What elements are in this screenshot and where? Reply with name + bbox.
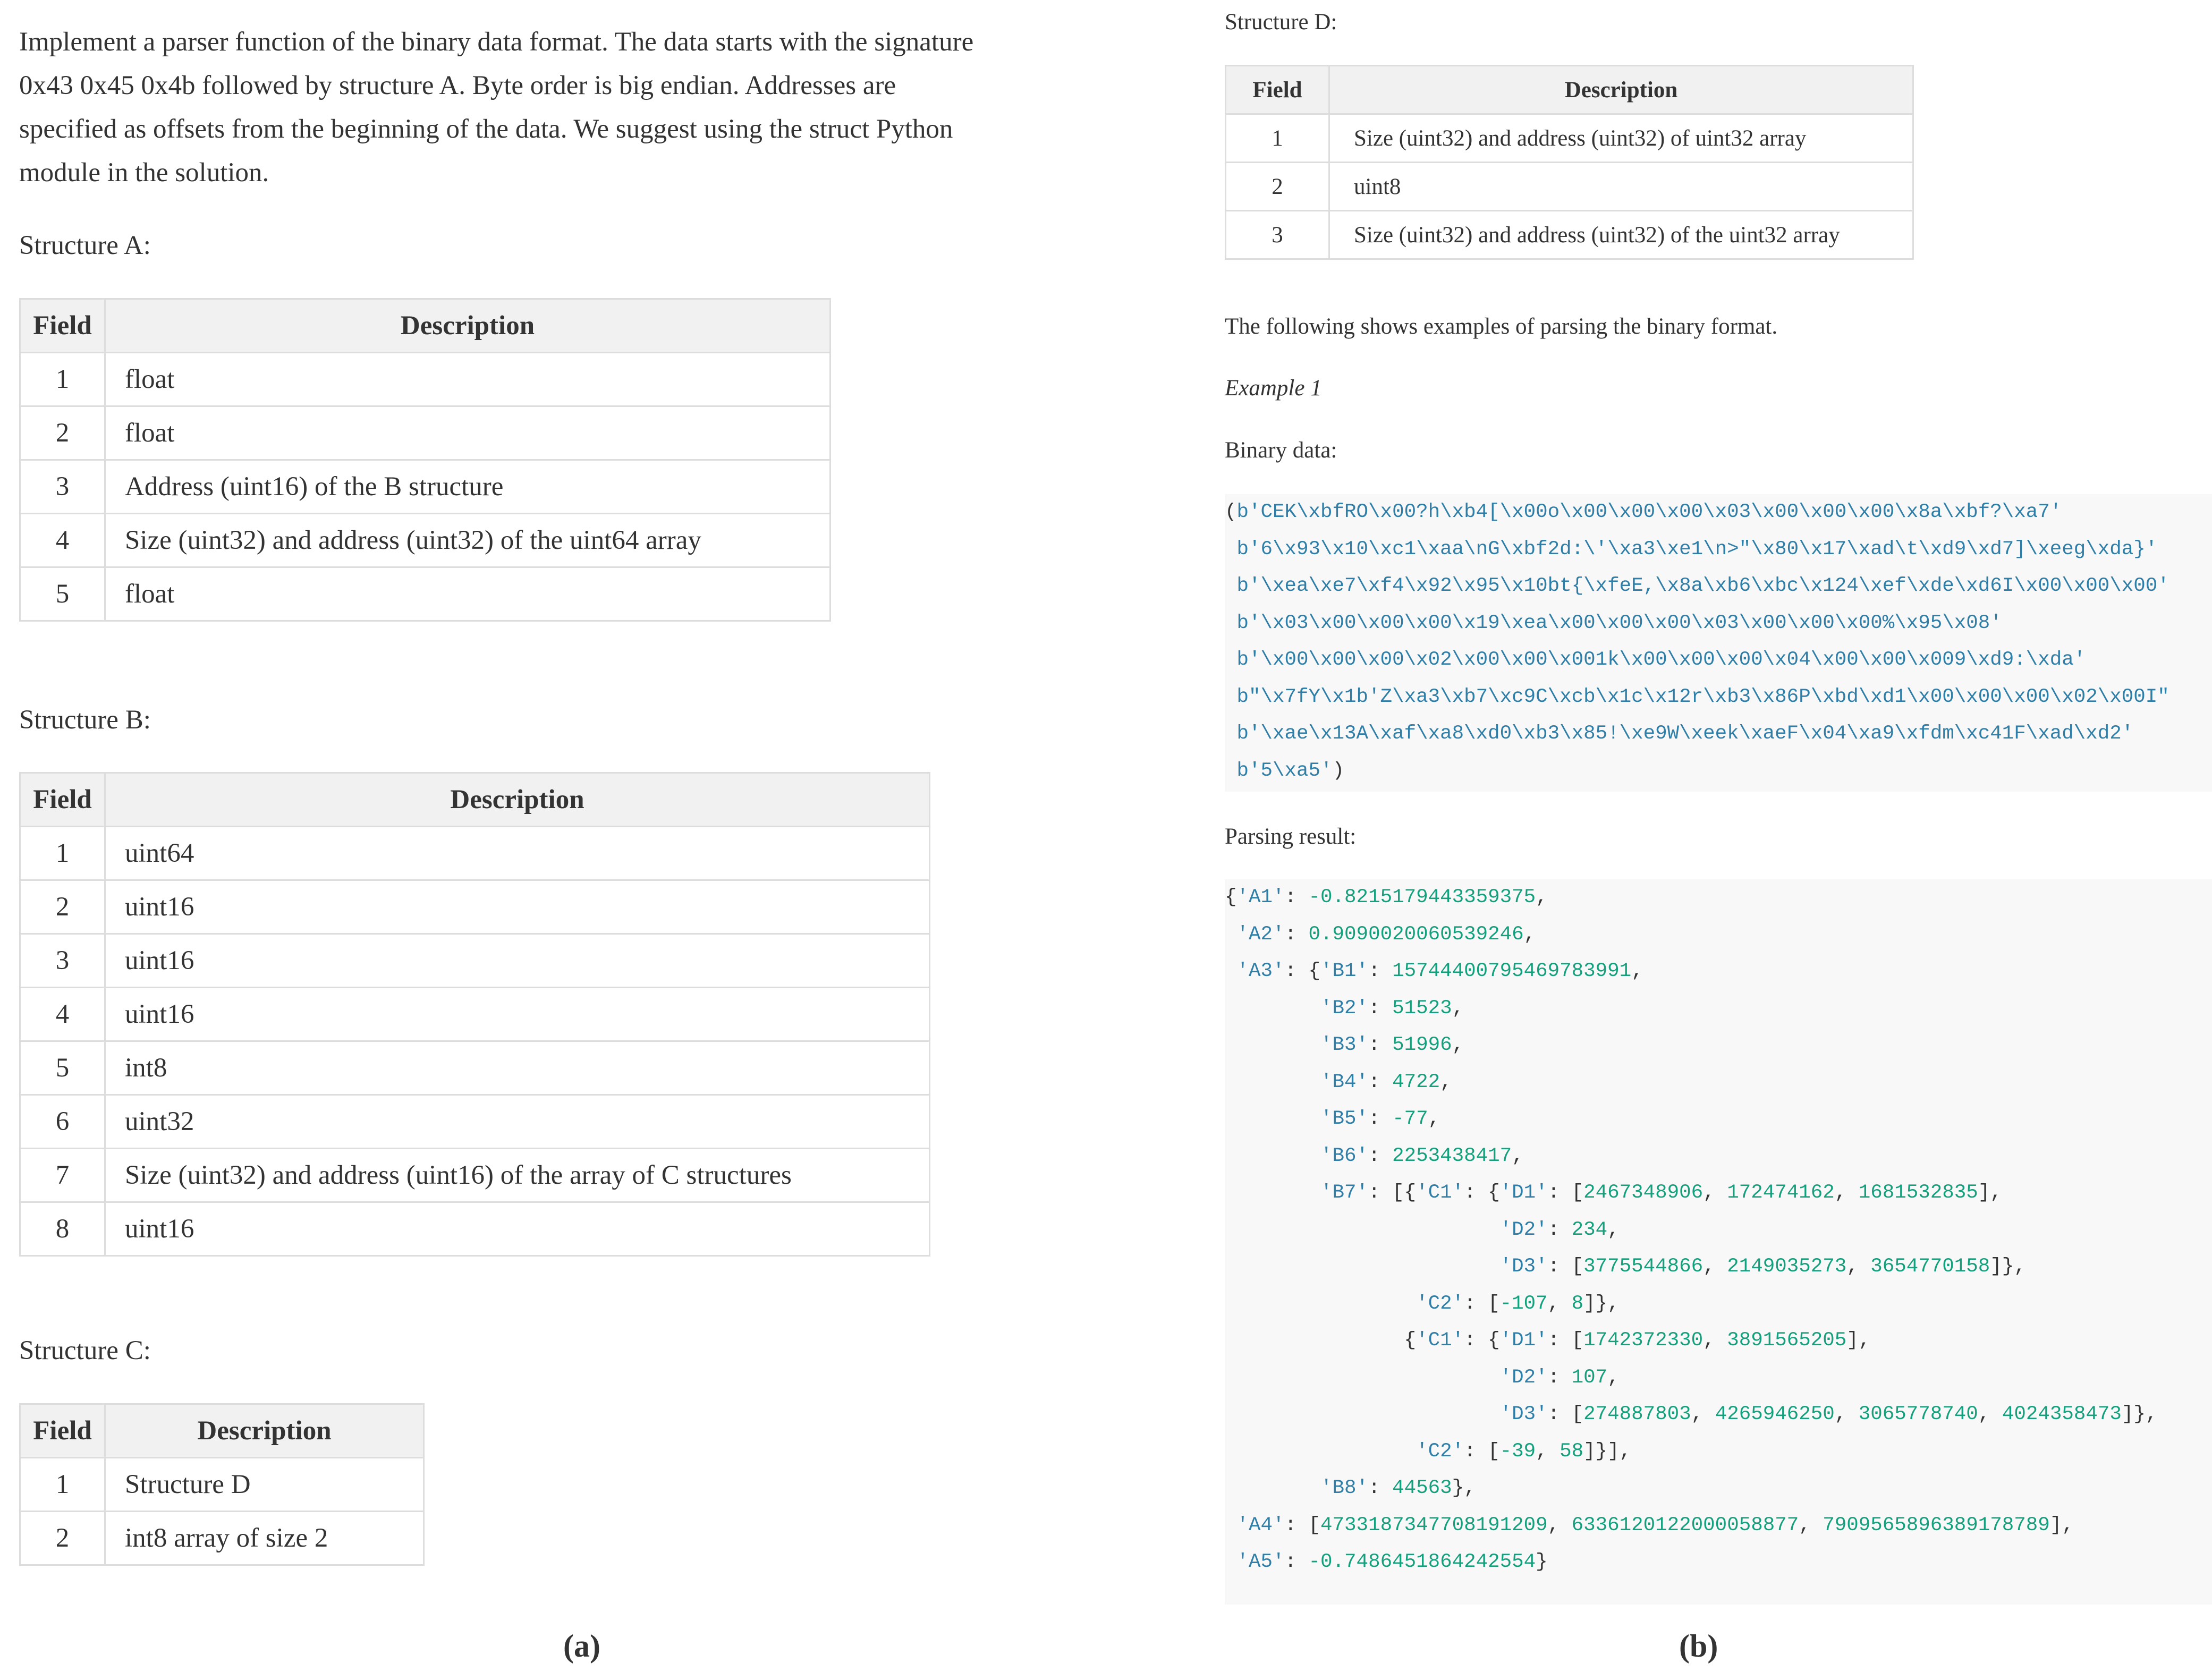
intro-line: Implement a parser function of the binary data format. The data starts with the signature	[19, 27, 974, 57]
field-description: Size (uint32) and address (uint32) of the uint64 array	[105, 514, 830, 567]
field-description: int8 array of size 2	[105, 1512, 424, 1565]
field-number: 5	[20, 567, 105, 621]
table-row	[1226, 163, 1913, 211]
structure-d-table	[1225, 65, 1914, 260]
code-line: b"\x7fY\x1b'Z\xa3\xb7\xc9C\xcb\x1c\x12r\xb3\x86P\xbd\xd1\x00\x00\x00\x02\x00I"	[1236, 685, 2169, 708]
field-description: uint64	[105, 827, 930, 880]
description-header: Description	[105, 1404, 424, 1458]
code-line: b'\x00\x00\x00\x02\x00\x00\x001k\x00\x00\x00\x04\x00\x00\x009\xd9:\xda'	[1236, 649, 2086, 671]
field-description: uint16	[105, 988, 930, 1041]
intro-line: 0x43 0x45 0x4b followed by structure A. Byte order is big endian. Addresses are	[19, 71, 896, 100]
field-number: 2	[20, 880, 105, 934]
binary-data-code	[1225, 494, 2212, 792]
structure-a-table	[19, 298, 831, 622]
table-header-row	[20, 773, 930, 827]
code-line: 'B5': -77,	[1320, 1108, 1440, 1130]
code-line: 'A2': 0.9090020060539246,	[1236, 923, 1536, 946]
field-number: 7	[20, 1149, 105, 1202]
field-description: Size (uint32) and address (uint32) of uint32 array	[1329, 114, 1913, 163]
table-row	[20, 353, 830, 406]
code-line: 'B8': 44563},	[1320, 1477, 1476, 1499]
field-number: 8	[20, 1202, 105, 1256]
field-number: 4	[20, 988, 105, 1041]
code-line: {'A1': -0.8215179443359375,	[1225, 886, 1548, 909]
field-number: 5	[20, 1041, 105, 1095]
code-line: 'C2': [-39, 58]}],	[1416, 1440, 1632, 1463]
field-description: float	[105, 353, 830, 406]
code-line: 'A5': -0.7486451864242554}	[1236, 1551, 1548, 1573]
field-description: Size (uint32) and address (uint32) of the uint32 array	[1329, 211, 1913, 259]
parsing-result-code	[1225, 879, 2212, 1605]
table-row	[20, 1458, 424, 1512]
structure-c-title: Structure C:	[19, 1336, 151, 1365]
code-line: 'B7': [{'C1': {'D1': [2467348906, 172474162, 1681532835],	[1320, 1182, 2002, 1204]
structure-b-table	[19, 772, 930, 1257]
structure-d-title: Structure D:	[1225, 10, 1337, 35]
panel-a-caption: (a)	[563, 1628, 600, 1664]
table-row	[20, 514, 830, 567]
code-line: b'6\x93\x10\xc1\xaa\nG\xbf2d:\'\xa3\xe1\n>"\x80\x17\xad\t\xd9\xd7]\xeeg\xda}'	[1236, 538, 2158, 561]
code-line: 'A4': [4733187347708191209, 6336120122000058877, 7909565896389178789],	[1236, 1514, 2074, 1537]
description-header: Description	[1329, 66, 1913, 114]
table-row	[20, 1041, 930, 1095]
code-line: 'B3': 51996,	[1320, 1034, 1464, 1056]
field-description: uint16	[105, 1202, 930, 1256]
table-header-row	[1226, 66, 1913, 114]
field-number: 3	[1226, 211, 1329, 259]
panel-b-caption: (b)	[1679, 1628, 1718, 1664]
table-row	[20, 1512, 424, 1565]
field-description: uint16	[105, 880, 930, 934]
field-number: 6	[20, 1095, 105, 1149]
table-row	[20, 934, 930, 988]
code-line: 'D2': 234,	[1499, 1218, 1620, 1241]
field-number: 1	[20, 353, 105, 406]
field-number: 1	[20, 1458, 105, 1512]
table-row	[20, 1149, 930, 1202]
table-row	[20, 1095, 930, 1149]
field-description: Address (uint16) of the B structure	[105, 460, 830, 514]
parsing-result-label: Parsing result:	[1225, 824, 1357, 849]
field-header: Field	[20, 299, 105, 353]
code-line: 'B4': 4722,	[1320, 1071, 1452, 1093]
binary-data-label: Binary data:	[1225, 438, 1337, 463]
field-number: 1	[1226, 114, 1329, 163]
code-line: b'\xea\xe7\xf4\x92\x95\x10bt{\xfeE,\x8a\xb6\xbc\x124\xef\xde\xd6I\x00\x00\x00'	[1236, 575, 2169, 597]
field-description: float	[105, 406, 830, 460]
table-header-row	[20, 1404, 424, 1458]
table-row	[20, 460, 830, 514]
code-line: 'A3': {'B1': 15744400795469783991,	[1236, 960, 1643, 982]
code-line: b'\x03\x00\x00\x00\x19\xea\x00\x00\x00\x03\x00\x00\x00%\x95\x08'	[1236, 612, 2002, 634]
intro-line: specified as offsets from the beginning of the data. We suggest using the struct Python	[19, 114, 953, 144]
field-description: uint32	[105, 1095, 930, 1149]
field-description: float	[105, 567, 830, 621]
code-line: b'\xae\x13A\xaf\xa8\xd0\xb3\x85!\xe9W\xeek\xaeF\x04\xa9\xfdm\xc41F\xad\xd2'	[1236, 723, 2134, 745]
table-row	[20, 1202, 930, 1256]
intro-line: module in the solution.	[19, 158, 269, 188]
code-line: 'D2': 107,	[1499, 1366, 1620, 1389]
example-title: Example 1	[1225, 376, 1322, 401]
code-line: b'5\xa5')	[1236, 759, 1345, 782]
field-number: 3	[20, 934, 105, 988]
table-row	[20, 988, 930, 1041]
table-row	[1226, 114, 1913, 163]
field-number: 3	[20, 460, 105, 514]
table-header-row	[20, 299, 830, 353]
description-header: Description	[105, 299, 830, 353]
field-description: int8	[105, 1041, 930, 1095]
field-header: Field	[1226, 66, 1329, 114]
code-line: (b'CEK\xbfRO\x00?h\xb4[\x00o\x00\x00\x00\x03\x00\x00\x00\x8a\xbf?\xa7'	[1225, 501, 2062, 523]
code-line: 'B2': 51523,	[1320, 997, 1464, 1020]
field-number: 4	[20, 514, 105, 567]
field-header: Field	[20, 773, 105, 827]
field-number: 2	[20, 406, 105, 460]
structure-a-title: Structure A:	[19, 231, 151, 260]
field-description: Size (uint32) and address (uint16) of the array of C structures	[105, 1149, 930, 1202]
structure-b-title: Structure B:	[19, 705, 151, 735]
field-header: Field	[20, 1404, 105, 1458]
table-row	[20, 406, 830, 460]
table-row	[20, 827, 930, 880]
examples-intro: The following shows examples of parsing the binary format.	[1225, 314, 1778, 339]
field-description: uint8	[1329, 163, 1913, 211]
field-number: 1	[20, 827, 105, 880]
code-line: {'C1': {'D1': [1742372330, 3891565205],	[1225, 1329, 1871, 1352]
field-description: uint16	[105, 934, 930, 988]
field-number: 2	[20, 1512, 105, 1565]
structure-c-table	[19, 1403, 425, 1566]
code-line: 'B6': 2253438417,	[1320, 1144, 1524, 1167]
field-description: Structure D	[105, 1458, 424, 1512]
table-row	[20, 567, 830, 621]
table-row	[1226, 211, 1913, 259]
field-number: 2	[1226, 163, 1329, 211]
code-line: 'D3': [274887803, 4265946250, 3065778740, 4024358473]},	[1499, 1403, 2158, 1426]
code-line: 'D3': [3775544866, 2149035273, 3654770158]},	[1499, 1255, 2026, 1278]
code-line: 'C2': [-107, 8]},	[1416, 1292, 1620, 1315]
description-header: Description	[105, 773, 930, 827]
table-row	[20, 880, 930, 934]
